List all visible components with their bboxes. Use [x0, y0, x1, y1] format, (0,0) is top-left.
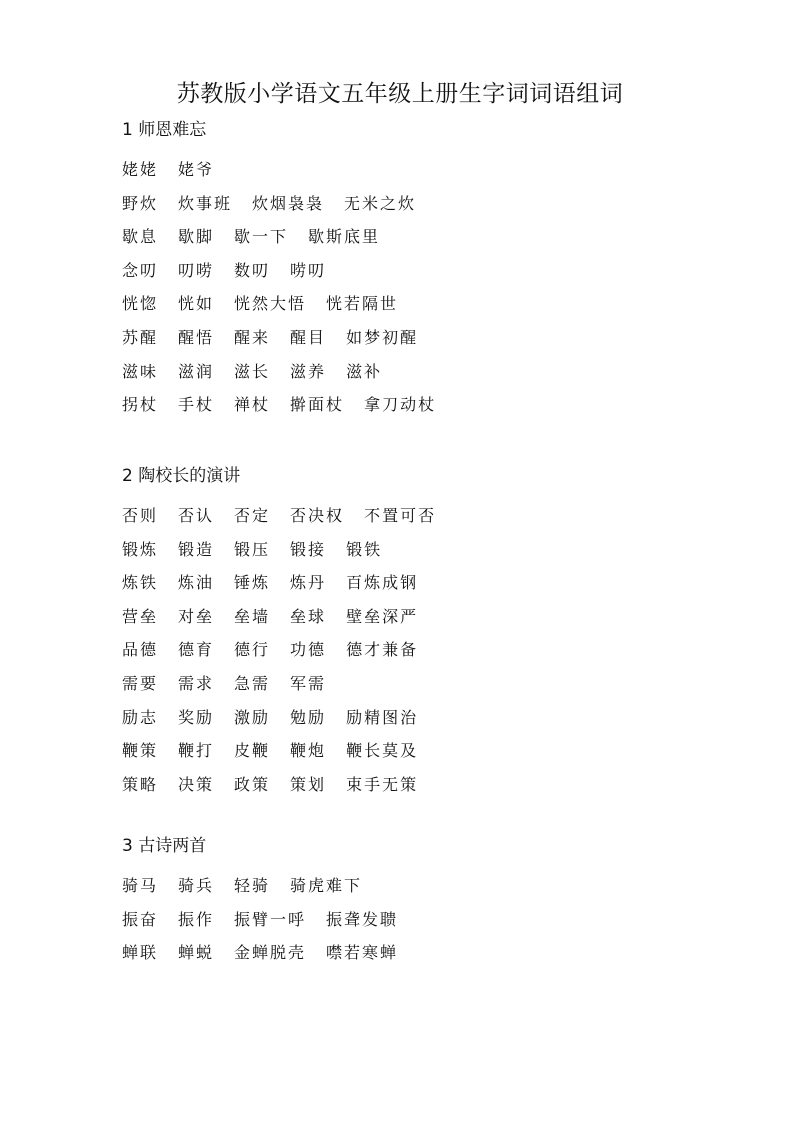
- word-list: [122, 499, 742, 801]
- word-row: [122, 600, 742, 634]
- vocabulary-word: 鞭策: [122, 741, 159, 761]
- vocabulary-word: 德育: [178, 640, 215, 660]
- vocabulary-word: 振聋发聩: [326, 909, 399, 929]
- word-row: [122, 254, 742, 288]
- vocabulary-word: 炊烟袅袅: [252, 193, 325, 213]
- vocabulary-word: 骑马: [122, 876, 159, 895]
- word-row: [122, 701, 742, 735]
- vocabulary-word: 歇息: [122, 227, 159, 247]
- vocabulary-word: 锤炼: [234, 573, 271, 593]
- vocabulary-word: 否则: [122, 506, 159, 525]
- vocabulary-word: 壁垒深严: [346, 606, 419, 626]
- vocabulary-word: 锻炼: [122, 539, 159, 559]
- word-row: [122, 734, 742, 768]
- word-row: [122, 321, 742, 355]
- vocabulary-word: 数叨: [234, 260, 271, 280]
- section-1: [122, 115, 742, 422]
- vocabulary-word: 歇斯底里: [308, 227, 381, 247]
- vocabulary-word: 需求: [178, 673, 215, 693]
- vocabulary-word: 恍如: [178, 294, 215, 314]
- document-title: 苏教版小学语文五年级上册生字词词语组词: [176, 81, 624, 107]
- section-3: [122, 831, 742, 970]
- vocabulary-word: 醒目: [290, 327, 327, 347]
- vocabulary-word: 振臂一呼: [234, 909, 307, 929]
- vocabulary-word: 对垒: [178, 606, 215, 626]
- vocabulary-word: 拐杖: [122, 395, 159, 415]
- word-row: [122, 903, 742, 937]
- vocabulary-word: 蝉联: [122, 943, 159, 963]
- vocabulary-word: 奖励: [178, 707, 215, 727]
- section-2: [122, 461, 742, 801]
- vocabulary-word: 垒墙: [234, 606, 271, 626]
- vocabulary-word: 噤若寒蝉: [326, 943, 399, 963]
- vocabulary-word: 不置可否: [364, 506, 437, 525]
- section-heading: 2 陶校长的演讲: [122, 466, 241, 486]
- vocabulary-word: 束手无策: [346, 774, 419, 794]
- vocabulary-word: 恍惚: [122, 294, 159, 314]
- word-list: [122, 153, 742, 422]
- word-row: [122, 499, 742, 533]
- vocabulary-word: 姥姥: [122, 160, 159, 179]
- vocabulary-word: 急需: [234, 673, 271, 693]
- vocabulary-word: 醒来: [234, 327, 271, 347]
- vocabulary-word: 手杖: [178, 395, 215, 415]
- vocabulary-word: 恍然大悟: [234, 294, 307, 314]
- vocabulary-word: 骑虎难下: [290, 876, 363, 895]
- vocabulary-word: 蝉蜕: [178, 943, 215, 963]
- vocabulary-word: 策略: [122, 774, 159, 794]
- vocabulary-word: 政策: [234, 774, 271, 794]
- word-row: [122, 355, 742, 389]
- vocabulary-word: 恍若隔世: [326, 294, 399, 314]
- vocabulary-word: 醒悟: [178, 327, 215, 347]
- vocabulary-word: 拿刀动杖: [364, 395, 437, 415]
- vocabulary-word: 激励: [234, 707, 271, 727]
- vocabulary-word: 滋味: [122, 361, 159, 381]
- vocabulary-word: 唠叨: [290, 260, 327, 280]
- vocabulary-word: 叨唠: [178, 260, 215, 280]
- vocabulary-word: 野炊: [122, 193, 159, 213]
- vocabulary-word: 德才兼备: [346, 640, 419, 660]
- vocabulary-word: 姥爷: [178, 160, 215, 179]
- vocabulary-word: 振奋: [122, 909, 159, 929]
- vocabulary-word: 滋长: [234, 361, 271, 381]
- vocabulary-word: 擀面杖: [290, 395, 345, 415]
- word-row: [122, 936, 742, 970]
- vocabulary-word: 歇脚: [178, 227, 215, 247]
- vocabulary-word: 锻造: [178, 539, 215, 559]
- vocabulary-word: 励志: [122, 707, 159, 727]
- vocabulary-word: 励精图治: [346, 707, 419, 727]
- vocabulary-word: 否认: [178, 506, 215, 525]
- vocabulary-word: 无米之炊: [344, 193, 417, 213]
- word-row: [122, 187, 742, 221]
- vocabulary-word: 决策: [178, 774, 215, 794]
- section-heading: 1 师恩难忘: [122, 120, 207, 140]
- vocabulary-word: 滋润: [178, 361, 215, 381]
- vocabulary-word: 否决权: [290, 506, 345, 525]
- vocabulary-word: 鞭打: [178, 741, 215, 761]
- vocabulary-word: 炼油: [178, 573, 215, 593]
- vocabulary-word: 轻骑: [234, 876, 271, 895]
- word-row: [122, 667, 742, 701]
- word-row: [122, 153, 742, 187]
- section-heading: 3 古诗两首: [122, 836, 207, 856]
- vocabulary-word: 百炼成钢: [346, 573, 419, 593]
- vocabulary-word: 勉励: [290, 707, 327, 727]
- word-row: [122, 388, 742, 422]
- vocabulary-word: 歇一下: [234, 227, 289, 247]
- word-list: [122, 869, 742, 970]
- vocabulary-word: 锻铁: [346, 539, 383, 559]
- vocabulary-word: 皮鞭: [234, 741, 271, 761]
- vocabulary-word: 垒球: [290, 606, 327, 626]
- word-row: [122, 287, 742, 321]
- vocabulary-word: 如梦初醒: [346, 327, 419, 347]
- vocabulary-word: 念叨: [122, 260, 159, 280]
- vocabulary-word: 滋补: [346, 361, 383, 381]
- vocabulary-word: 营垒: [122, 606, 159, 626]
- vocabulary-word: 骑兵: [178, 876, 215, 895]
- vocabulary-word: 功德: [290, 640, 327, 660]
- vocabulary-word: 德行: [234, 640, 271, 660]
- vocabulary-word: 金蝉脱壳: [234, 943, 307, 963]
- vocabulary-word: 禅杖: [234, 395, 271, 415]
- vocabulary-word: 否定: [234, 506, 271, 525]
- vocabulary-word: 品德: [122, 640, 159, 660]
- vocabulary-word: 炊事班: [178, 193, 233, 213]
- word-row: [122, 869, 742, 903]
- vocabulary-word: 需要: [122, 673, 159, 693]
- vocabulary-word: 炼铁: [122, 573, 159, 593]
- vocabulary-word: 鞭炮: [290, 741, 327, 761]
- vocabulary-word: 炼丹: [290, 573, 327, 593]
- word-row: [122, 566, 742, 600]
- word-row: [122, 768, 742, 802]
- word-row: [122, 633, 742, 667]
- vocabulary-word: 鞭长莫及: [346, 741, 419, 761]
- vocabulary-word: 苏醒: [122, 327, 159, 347]
- word-row: [122, 533, 742, 567]
- vocabulary-word: 策划: [290, 774, 327, 794]
- vocabulary-word: 锻压: [234, 539, 271, 559]
- word-row: [122, 220, 742, 254]
- vocabulary-word: 锻接: [290, 539, 327, 559]
- vocabulary-word: 军需: [290, 673, 327, 693]
- vocabulary-word: 滋养: [290, 361, 327, 381]
- vocabulary-word: 振作: [178, 909, 215, 929]
